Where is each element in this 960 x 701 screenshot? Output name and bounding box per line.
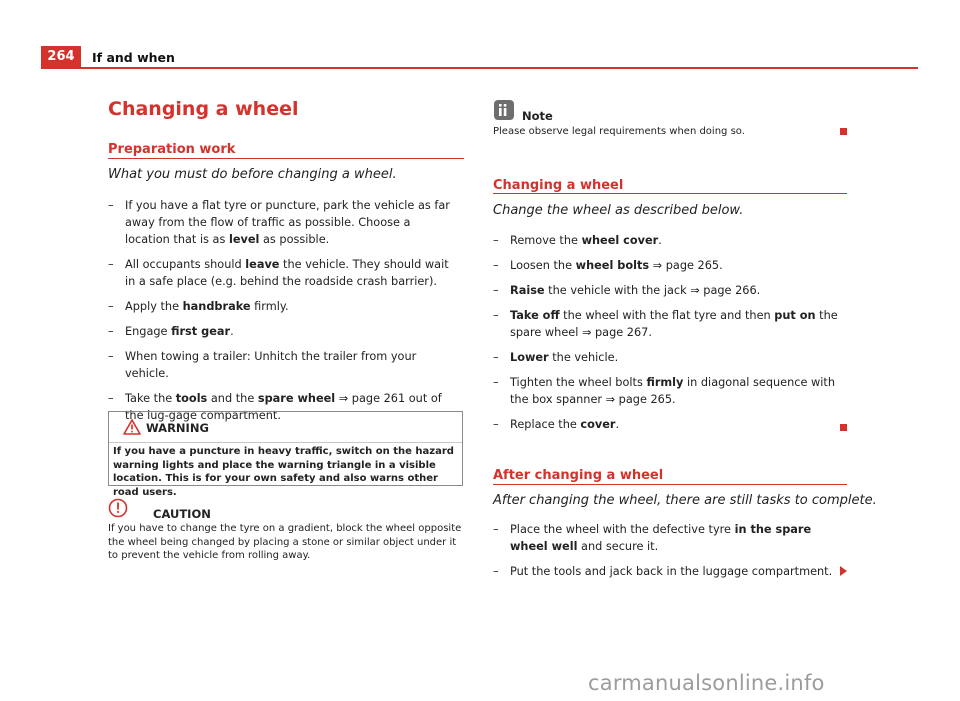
emphasis-text: handbrake (182, 300, 251, 313)
step-text: as possible. (259, 233, 330, 246)
list-item (493, 416, 838, 433)
list-item (493, 282, 838, 299)
step-text: If you have a flat tyre or puncture, park the vehicle as far away from the flow of traffic as possible. Choose a location that is as (125, 199, 450, 246)
subheading-underline (493, 484, 847, 485)
page-title: Changing a wheel (108, 98, 299, 120)
continue-arrow-icon (840, 566, 847, 576)
end-of-section-marker (840, 128, 847, 135)
step-text: ⇒ page 261 out of the lug-gage compartment. (125, 392, 442, 422)
list-dash: – (493, 234, 499, 247)
chapter-title: If and when (92, 50, 175, 65)
step-text: Place the wheel with the defective tyre (510, 523, 735, 536)
step-text: the vehicle. They should wait in a safe place (e.g. behind the roadside crash barrier). (125, 258, 449, 288)
note-text: Please observe legal requirements when doing so. (493, 126, 745, 137)
list-item (493, 521, 838, 555)
warning-title: WARNING (146, 421, 209, 435)
step-text: Apply the (125, 300, 183, 313)
step-text: All occupants should (125, 258, 246, 271)
watermark: carmanualsonline.info (588, 671, 825, 695)
step-text: ⇒ page 265. (649, 259, 723, 272)
emphasis-text: put on (774, 309, 816, 322)
caution-title: CAUTION (153, 507, 211, 521)
list-dash: – (493, 565, 499, 578)
list-item (108, 197, 453, 248)
warning-box (108, 411, 463, 498)
list-item (108, 323, 453, 340)
info-icon (493, 99, 515, 121)
step-text: Engage (125, 325, 172, 338)
list-item (493, 232, 838, 249)
list-dash: – (108, 300, 114, 313)
step-text: in diagonal sequence with the box spanner ⇒ page 265. (510, 376, 836, 406)
emphasis-text: Lower (510, 351, 549, 364)
emphasis-text: wheel bolts (575, 259, 650, 272)
step-text: . (615, 418, 620, 431)
emphasis-text: Raise (510, 284, 545, 297)
note-title: Note (522, 109, 553, 123)
list-item (108, 256, 453, 290)
step-text: Loosen the (510, 259, 576, 272)
list-item (493, 349, 838, 366)
emphasis-text: level (228, 233, 260, 246)
warning-triangle-icon (123, 419, 141, 435)
header-divider (41, 67, 918, 69)
list-dash: – (108, 199, 114, 212)
step-text: the wheel with the flat tyre and then (559, 309, 775, 322)
list-dash: – (108, 258, 114, 271)
step-text: the vehicle. (548, 351, 619, 364)
step-text: firmly. (250, 300, 289, 313)
list-item (493, 257, 838, 274)
step-text: and secure it. (577, 540, 659, 553)
page-number: 264 (41, 46, 81, 68)
step-text: Replace the (510, 418, 581, 431)
emphasis-text: Take off (510, 309, 560, 322)
warning-header (109, 412, 462, 443)
after-changing-steps (493, 521, 838, 580)
step-text: Put the tools and jack back in the luggage compartment. (510, 565, 833, 578)
list-item (493, 307, 838, 341)
emphasis-text: spare wheel (257, 392, 336, 405)
list-dash: – (493, 523, 499, 536)
emphasis-text: first gear (171, 325, 231, 338)
list-dash: – (108, 350, 114, 363)
emphasis-text: tools (175, 392, 208, 405)
list-dash: – (493, 284, 499, 297)
intro-changing-wheel: Change the wheel as described below. (493, 203, 744, 218)
emphasis-text: firmly (646, 376, 684, 389)
list-item (493, 563, 838, 580)
subheading-underline (108, 158, 464, 159)
step-text: Remove the (510, 234, 582, 247)
caution-text: If you have to change the tyre on a gradient, block the wheel opposite the wheel being changed by placing a stone or similar object under it to prevent the vehicle from rolling away. (108, 523, 462, 561)
list-dash: – (493, 376, 499, 389)
warning-text: If you have a puncture in heavy traffic, switch on the hazard warning lights and place the warning triangle in a visible location. This is for your own safety and also warns other road users. (113, 446, 454, 498)
subheading-after-changing: After changing a wheel (493, 468, 664, 483)
list-dash: – (493, 259, 499, 272)
list-dash: – (108, 392, 114, 405)
step-text: When towing a trailer: Unhitch the trailer from your vehicle. (125, 350, 417, 380)
intro-after-changing: After changing the wheel, there are still tasks to complete. (493, 493, 877, 508)
list-dash: – (108, 325, 114, 338)
end-of-section-marker (840, 424, 847, 431)
emphasis-text: leave (245, 258, 280, 271)
list-item (108, 298, 453, 315)
step-text: and the (207, 392, 258, 405)
list-item (493, 374, 838, 408)
list-dash: – (493, 351, 499, 364)
step-text: the vehicle with the jack ⇒ page 266. (544, 284, 761, 297)
subheading-changing-wheel: Changing a wheel (493, 178, 624, 193)
caution-circle-icon (108, 498, 128, 518)
intro-preparation: What you must do before changing a wheel. (108, 167, 397, 182)
step-text: Tighten the wheel bolts (510, 376, 647, 389)
subheading-underline (493, 193, 847, 194)
preparation-steps (108, 197, 453, 424)
step-text: . (658, 234, 662, 247)
list-dash: – (493, 418, 499, 431)
step-text: the spare wheel ⇒ page 267. (510, 309, 838, 339)
emphasis-text: wheel cover (581, 234, 659, 247)
list-dash: – (493, 309, 499, 322)
step-text: . (230, 325, 234, 338)
emphasis-text: cover (580, 418, 616, 431)
step-text: Take the (125, 392, 176, 405)
emphasis-text: in the spare wheel well (510, 523, 812, 553)
subheading-preparation: Preparation work (108, 142, 236, 157)
list-item (108, 348, 453, 382)
changing-wheel-steps (493, 232, 838, 433)
